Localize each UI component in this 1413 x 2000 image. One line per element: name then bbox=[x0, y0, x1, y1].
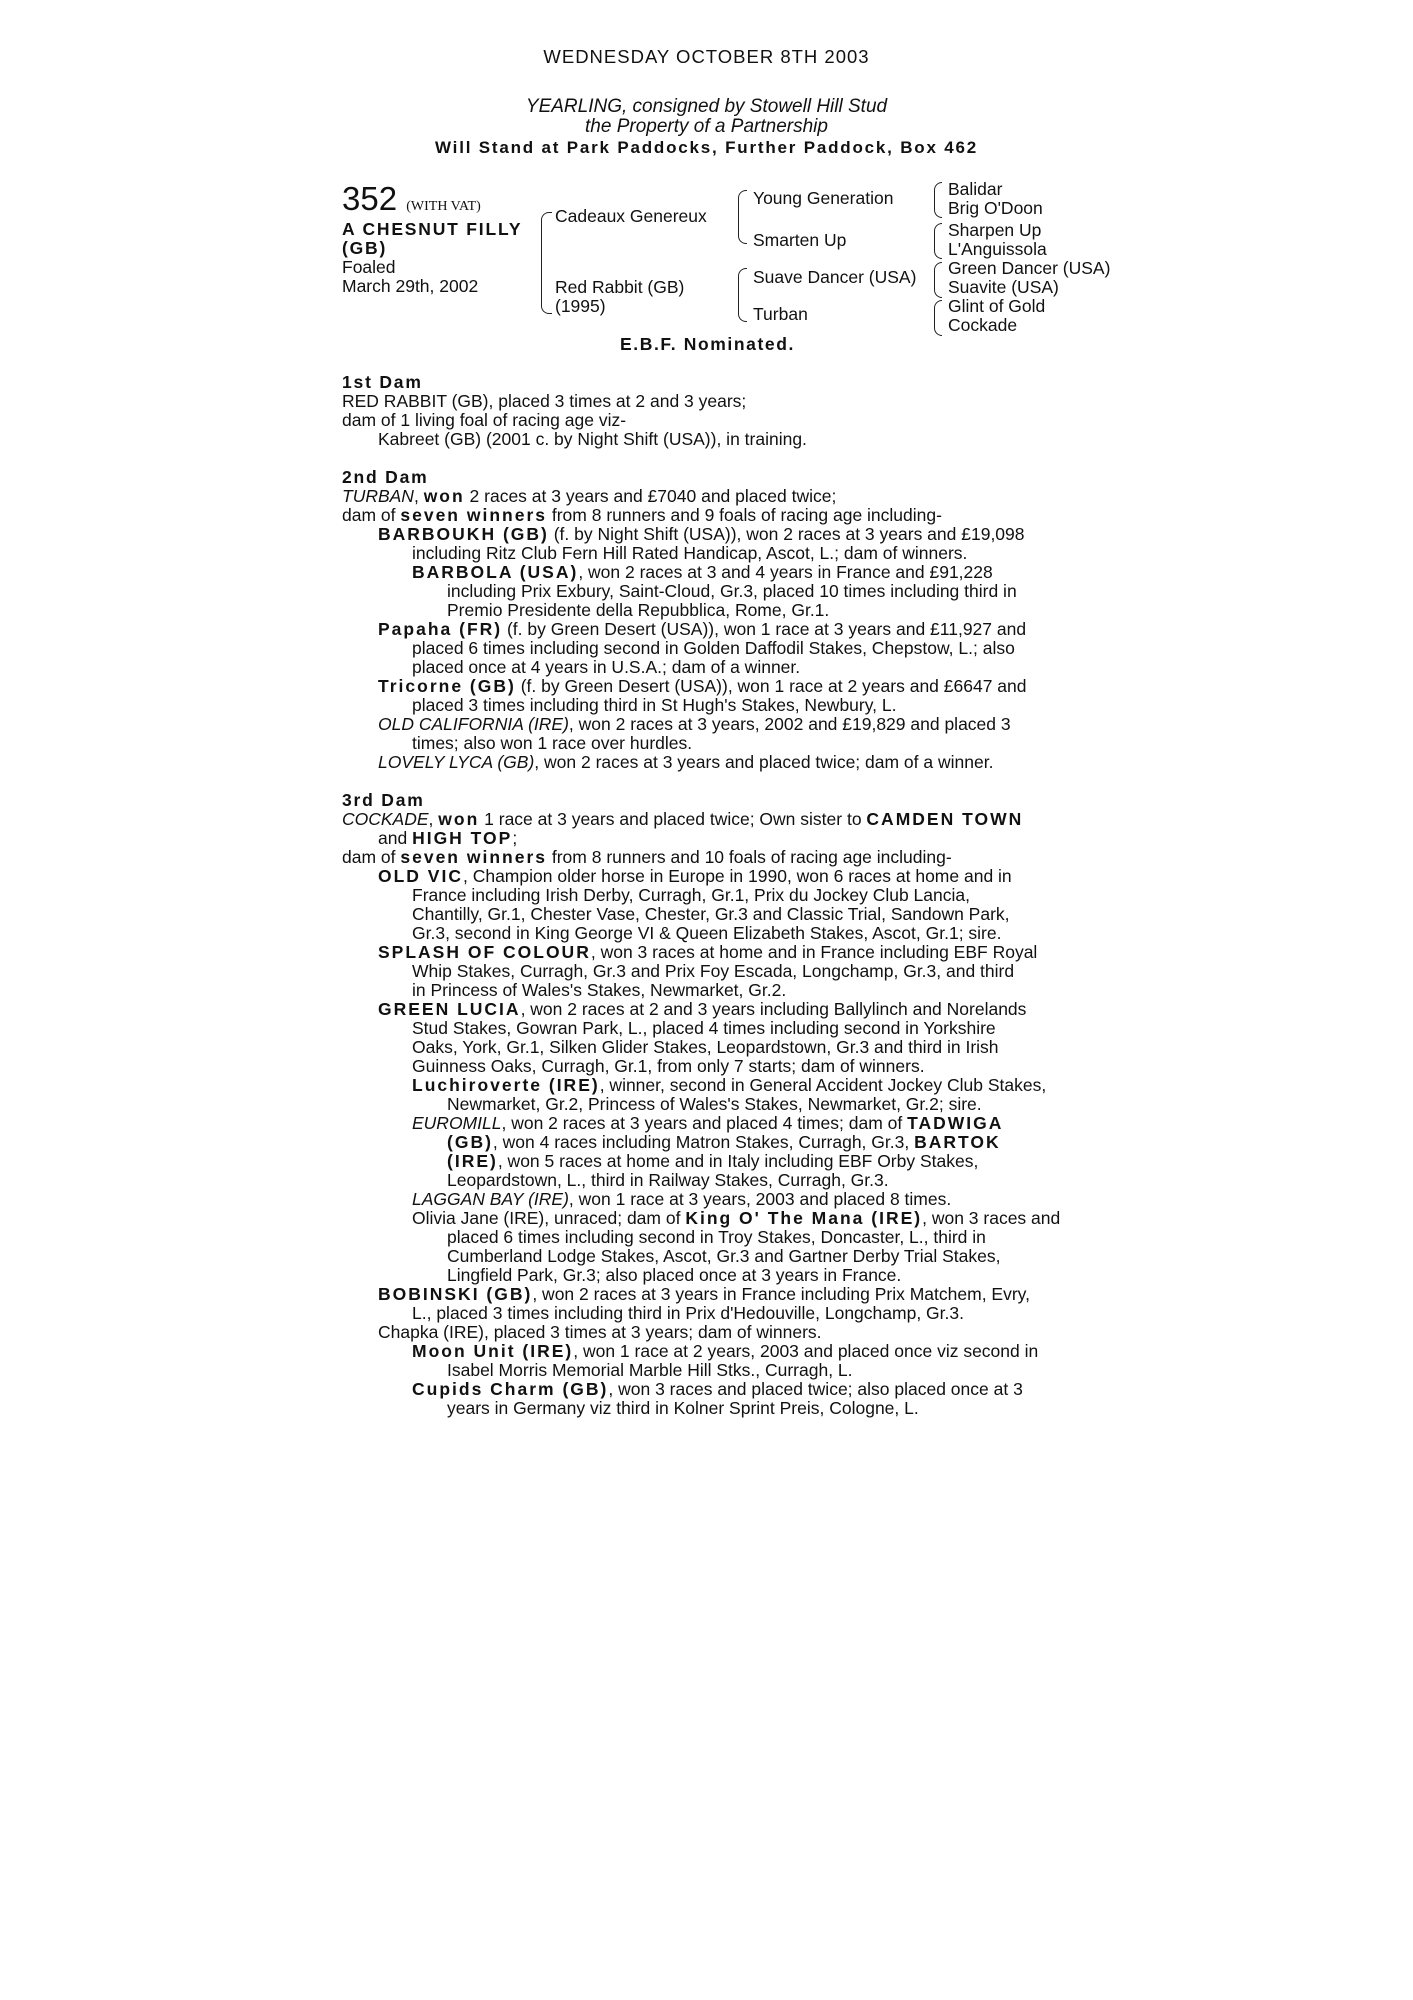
pedigree-dss: Green Dancer (USA) bbox=[948, 258, 1111, 278]
lot-country: (GB) bbox=[342, 238, 388, 258]
pedigree-dam-year: (1995) bbox=[555, 296, 606, 316]
pedigree-brace-main bbox=[541, 212, 552, 314]
dam3-line: EUROMILL, won 2 races at 3 years and placed 4 times; dam of TADWIGA bbox=[412, 1113, 1004, 1133]
dam2-line: times; also won 1 race over hurdles. bbox=[412, 733, 693, 753]
dam3-line: Newmarket, Gr.2, Princess of Wales's Stakes, Newmarket, Gr.2; sire. bbox=[447, 1094, 982, 1114]
pedigree-dam-sire: Suave Dancer (USA) bbox=[753, 267, 917, 287]
sale-date: WEDNESDAY OCTOBER 8TH 2003 bbox=[543, 46, 870, 67]
pedigree-sss: Balidar bbox=[948, 179, 1003, 199]
dam2-line: Premio Presidente della Repubblica, Rome, Gr.1. bbox=[447, 600, 830, 620]
dam2-line: BARBOUKH (GB) (f. by Night Shift (USA)), won 2 races at 3 years and £19,098 bbox=[378, 524, 1025, 544]
foaled-date: March 29th, 2002 bbox=[342, 276, 479, 296]
dam2-line: including Prix Exbury, Saint-Cloud, Gr.3, placed 10 times including third in bbox=[447, 581, 1017, 601]
pedigree-sire-dam: Smarten Up bbox=[753, 230, 847, 250]
pedigree-ssd: Brig O'Doon bbox=[948, 198, 1043, 218]
lot-number: 352 bbox=[342, 180, 398, 217]
pedigree-brace-ss bbox=[934, 182, 942, 218]
dam3-line: GREEN LUCIA, won 2 races at 2 and 3 years including Ballylinch and Norelands bbox=[378, 999, 1027, 1019]
dam2-line: LOVELY LYCA (GB), won 2 races at 3 years and placed twice; dam of a winner. bbox=[378, 752, 994, 772]
dam3-line: SPLASH OF COLOUR, won 3 races at home and in France including EBF Royal bbox=[378, 942, 1038, 962]
dam3-line: LAGGAN BAY (IRE), won 1 race at 3 years, 2003 and placed 8 times. bbox=[412, 1189, 952, 1209]
pedigree-dam-dam: Turban bbox=[753, 304, 808, 324]
dam3-line: Gr.3, second in King George VI & Queen Elizabeth Stakes, Ascot, Gr.1; sire. bbox=[412, 923, 1002, 943]
dam3-line: Moon Unit (IRE), won 1 race at 2 years, 2003 and placed once viz second in bbox=[412, 1341, 1039, 1361]
pedigree-dam: Red Rabbit (GB) bbox=[555, 277, 685, 297]
dam3-line: placed 6 times including second in Troy Stakes, Doncaster, L., third in bbox=[447, 1227, 986, 1247]
pedigree-brace-sd bbox=[934, 223, 942, 259]
dam3-line: L., placed 3 times including third in Prix d'Hedouville, Longchamp, Gr.3. bbox=[412, 1303, 964, 1323]
ebf-nominated: E.B.F. Nominated. bbox=[620, 334, 795, 354]
dam3-line: (GB), won 4 races including Matron Stakes, Curragh, Gr.3, BARTOK bbox=[447, 1132, 1001, 1152]
dam3-line: years in Germany viz third in Kolner Sprint Preis, Cologne, L. bbox=[447, 1398, 919, 1418]
dam3-line: dam of seven winners from 8 runners and 10 foals of racing age including- bbox=[342, 847, 952, 867]
pedigree-sdd: L'Anguissola bbox=[948, 239, 1047, 259]
consignor-line: YEARLING, consigned by Stowell Hill Stud bbox=[525, 96, 888, 117]
pedigree-brace-dam bbox=[738, 268, 747, 322]
dam3-line: Olivia Jane (IRE), unraced; dam of King O' The Mana (IRE), won 3 races and bbox=[412, 1208, 1061, 1228]
dam3-line: in Princess of Wales's Stakes, Newmarket, Gr.2. bbox=[412, 980, 787, 1000]
dam3-line: Isabel Morris Memorial Marble Hill Stks., Curragh, L. bbox=[447, 1360, 853, 1380]
dam2-line: placed 3 times including third in St Hugh's Stakes, Newbury, L. bbox=[412, 695, 897, 715]
dam1-line: dam of 1 living foal of racing age viz- bbox=[342, 410, 627, 430]
property-line: the Property of a Partnership bbox=[585, 116, 828, 137]
dam3-line: OLD VIC, Champion older horse in Europe in 1990, won 6 races at home and in bbox=[378, 866, 1012, 886]
dam3-line: France including Irish Derby, Curragh, Gr.1, Prix du Jockey Club Lancia, bbox=[412, 885, 970, 905]
dam3-line: Cumberland Lodge Stakes, Ascot, Gr.3 and Gartner Derby Trial Stakes, bbox=[447, 1246, 1001, 1266]
dam2-heading: 2nd Dam bbox=[342, 467, 429, 487]
dam3-line: and HIGH TOP; bbox=[378, 828, 518, 848]
dam2-line: Tricorne (GB) (f. by Green Desert (USA)), won 1 race at 2 years and £6647 and bbox=[378, 676, 1027, 696]
dam2-line: TURBAN, won 2 races at 3 years and £7040 and placed twice; bbox=[342, 486, 837, 506]
foaled-label: Foaled bbox=[342, 257, 396, 277]
dam3-line: BOBINSKI (GB), won 2 races at 3 years in France including Prix Matchem, Evry, bbox=[378, 1284, 1030, 1304]
dam3-line: Chantilly, Gr.1, Chester Vase, Chester, Gr.3 and Classic Trial, Sandown Park, bbox=[412, 904, 1010, 924]
dam3-line: Chapka (IRE), placed 3 times at 3 years; dam of winners. bbox=[378, 1322, 822, 1342]
dam1-line: RED RABBIT (GB), placed 3 times at 2 and 3 years; bbox=[342, 391, 747, 411]
dam2-line: including Ritz Club Fern Hill Rated Handicap, Ascot, L.; dam of winners. bbox=[412, 543, 968, 563]
dam2-line: placed 6 times including second in Golden Daffodil Stakes, Chepstow, L.; also bbox=[412, 638, 1015, 658]
dam1-line: Kabreet (GB) (2001 c. by Night Shift (USA)), in training. bbox=[378, 429, 807, 449]
dam3-line: Guinness Oaks, Curragh, Gr.1, from only 7 starts; dam of winners. bbox=[412, 1056, 925, 1076]
dam3-heading: 3rd Dam bbox=[342, 790, 425, 810]
dam2-line: OLD CALIFORNIA (IRE), won 2 races at 3 years, 2002 and £19,829 and placed 3 bbox=[378, 714, 1011, 734]
pedigree-sire: Cadeaux Genereux bbox=[555, 206, 707, 226]
dam3-line: Lingfield Park, Gr.3; also placed once at 3 years in France. bbox=[447, 1265, 902, 1285]
dam3-line: Leopardstown, L., third in Railway Stakes, Curragh, Gr.3. bbox=[447, 1170, 889, 1190]
pedigree-brace-sire bbox=[738, 190, 747, 244]
pedigree-dsd: Suavite (USA) bbox=[948, 277, 1059, 297]
pedigree-sds: Sharpen Up bbox=[948, 220, 1042, 240]
dam3-line: (IRE), won 5 races at home and in Italy including EBF Orby Stakes, bbox=[447, 1151, 979, 1171]
dam2-line: dam of seven winners from 8 runners and 9 foals of racing age including- bbox=[342, 505, 942, 525]
dam3-line: COCKADE, won 1 race at 3 years and placed twice; Own sister to CAMDEN TOWN bbox=[342, 809, 1024, 829]
lot-description: A CHESNUT FILLY bbox=[342, 219, 523, 239]
pedigree-ddd: Cockade bbox=[948, 315, 1018, 335]
pedigree-brace-ds bbox=[934, 262, 942, 298]
pedigree-dds: Glint of Gold bbox=[948, 296, 1046, 316]
dam3-line: Oaks, York, Gr.1, Silken Glider Stakes, Leopardstown, Gr.3 and third in Irish bbox=[412, 1037, 999, 1057]
dam2-line: Papaha (FR) (f. by Green Desert (USA)), won 1 race at 3 years and £11,927 and bbox=[378, 619, 1027, 639]
dam1-heading: 1st Dam bbox=[342, 372, 423, 392]
pedigree-sire-sire: Young Generation bbox=[753, 188, 894, 208]
dam2-line: BARBOLA (USA), won 2 races at 3 and 4 years in France and £91,228 bbox=[412, 562, 993, 582]
dam3-line: Cupids Charm (GB), won 3 races and placed twice; also placed once at 3 bbox=[412, 1379, 1023, 1399]
dam2-line: placed once at 4 years in U.S.A.; dam of a winner. bbox=[412, 657, 801, 677]
stand-location: Will Stand at Park Paddocks, Further Paddock, Box 462 bbox=[434, 138, 979, 157]
dam3-line: Whip Stakes, Curragh, Gr.3 and Prix Foy Escada, Longchamp, Gr.3, and third bbox=[412, 961, 1015, 981]
dam3-line: Stud Stakes, Gowran Park, L., placed 4 times including second in Yorkshire bbox=[412, 1018, 996, 1038]
dam3-line: Luchiroverte (IRE), winner, second in General Accident Jockey Club Stakes, bbox=[412, 1075, 1047, 1095]
vat-note: (WITH VAT) bbox=[406, 199, 481, 214]
pedigree-brace-dd bbox=[934, 300, 942, 336]
